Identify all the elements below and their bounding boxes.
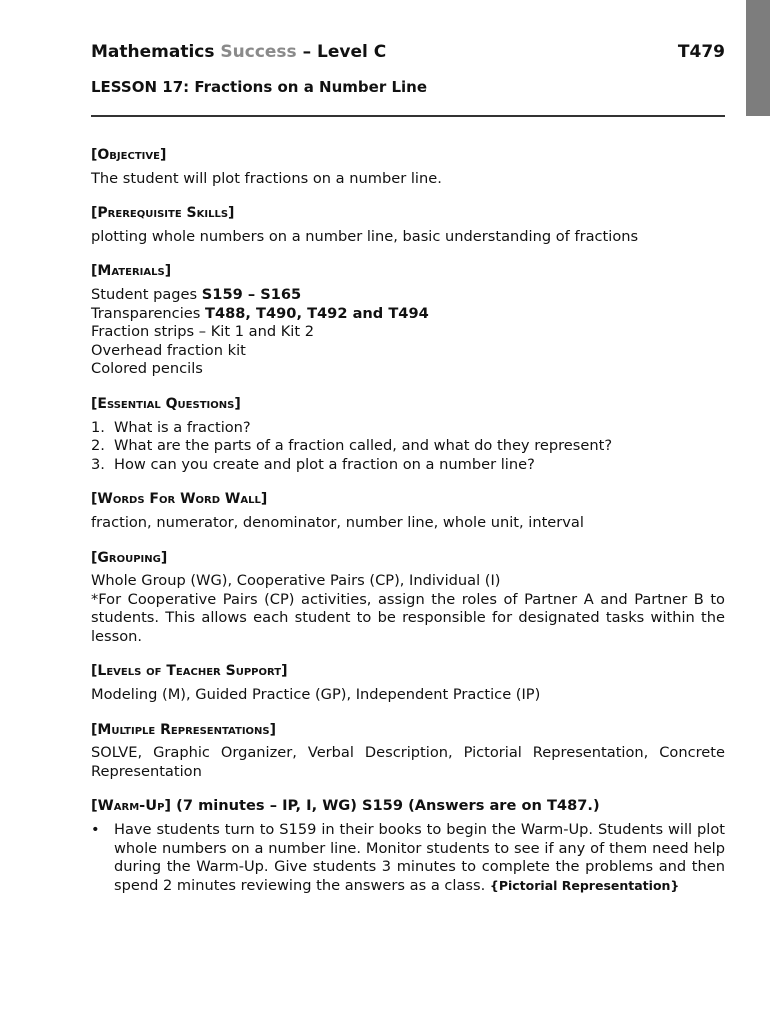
- item-number: 3.: [91, 455, 105, 473]
- grouping-heading: [Grouping]: [91, 549, 168, 566]
- word-wall-heading-text: Words For Word Wall: [97, 491, 261, 508]
- item-text: How can you create and plot a fraction on a number line?: [114, 455, 535, 473]
- student-pages-value: S159 – S165: [201, 285, 302, 303]
- bullet-icon: •: [91, 821, 100, 839]
- essential-questions-heading-text: Essential Questions: [97, 395, 235, 412]
- transparencies-value: T488, T490, T492 and T494: [204, 304, 429, 322]
- warmup-text: Have students turn to S159 in their books to begin the Warm-Up. Students will plot whole numbers on a number line. Monitor students to see if any of them need help during the Warm-Up. Give students 3 minutes to complete the problems and then spend 2 minutes reviewing the answers as a class.: [114, 821, 725, 894]
- item-number: 1.: [91, 418, 105, 436]
- item-number: 2.: [91, 437, 105, 455]
- title-text: Mathematics: [91, 42, 221, 62]
- lesson-title: LESSON 17: Fractions on a Number Line: [91, 78, 427, 96]
- essential-questions-heading: [Essential Questions]: [91, 395, 241, 412]
- book-title: [91, 42, 386, 62]
- representations-heading-text: Multiple Representations: [97, 721, 270, 738]
- essential-questions-list: [91, 419, 725, 475]
- representations-text: SOLVE, Graphic Organizer, Verbal Description, Pictorial Representation, Concrete Representation: [91, 744, 725, 780]
- item-text: What are the parts of a fraction called, and what do they represent?: [114, 437, 613, 455]
- page-number: T479: [677, 42, 725, 62]
- warmup-heading: [Warm-Up] (7 minutes – IP, I, WG) S159 (Answers are on T487.): [91, 797, 600, 815]
- teacher-support-heading: [Levels of Teacher Support]: [91, 663, 288, 680]
- materials-heading: [Materials]: [91, 263, 172, 280]
- student-pages-label: Student pages: [91, 285, 202, 303]
- materials-student-pages: [91, 286, 725, 305]
- prerequisite-text: plotting whole numbers on a number line, basic understanding of fractions: [91, 227, 639, 245]
- warmup-bullet-item: [91, 821, 725, 895]
- materials-transparencies: [91, 305, 725, 324]
- grouping-heading-text: Grouping: [97, 549, 161, 566]
- objective-text: The student will plot fractions on a number line.: [91, 169, 442, 187]
- objective-heading-text: Objective: [97, 147, 160, 163]
- representations-heading: [Multiple Representations]: [91, 721, 277, 738]
- item-text: What is a fraction?: [114, 418, 251, 436]
- warmup-heading-text: Warm-Up: [97, 797, 165, 815]
- list-item: [91, 437, 725, 456]
- page-header: [91, 42, 725, 64]
- prerequisite-heading-text: Prerequisite Skills: [97, 205, 229, 222]
- list-item: [91, 456, 725, 475]
- title-level: – Level C: [296, 42, 387, 62]
- warmup-tag: {Pictorial Representation}: [489, 877, 680, 893]
- materials-item-pencils: Colored pencils: [91, 360, 203, 378]
- title-success: Success: [220, 42, 297, 62]
- grouping-line1: Whole Group (WG), Cooperative Pairs (CP), Individual (I): [91, 572, 501, 590]
- materials-heading-text: Materials: [97, 263, 165, 280]
- list-item: [91, 419, 725, 438]
- header-divider: [91, 115, 725, 117]
- teacher-support-text: Modeling (M), Guided Practice (GP), Independent Practice (IP): [91, 686, 541, 704]
- teacher-support-heading-text: Levels of Teacher Support: [97, 663, 282, 680]
- materials-item-fraction-strips: Fraction strips – Kit 1 and Kit 2: [91, 323, 314, 341]
- grouping-line2: *For Cooperative Pairs (CP) activities, assign the roles of Partner A and Partner B to students. This allows each student to be responsible for designated tasks within the lesson.: [91, 590, 725, 645]
- page-edge-tab: [746, 0, 770, 116]
- word-wall-text: fraction, numerator, denominator, number line, whole unit, interval: [91, 513, 584, 531]
- warmup-heading-details: (7 minutes – IP, I, WG) S159 (Answers are on T487.): [171, 797, 600, 815]
- word-wall-heading: [Words For Word Wall]: [91, 491, 268, 508]
- transparencies-label: Transparencies: [91, 304, 205, 322]
- prerequisite-heading: [Prerequisite Skills]: [91, 205, 235, 222]
- materials-item-fraction-kit: Overhead fraction kit: [91, 341, 246, 359]
- lesson-content: [91, 146, 725, 895]
- objective-heading: [Objective]: [91, 147, 167, 163]
